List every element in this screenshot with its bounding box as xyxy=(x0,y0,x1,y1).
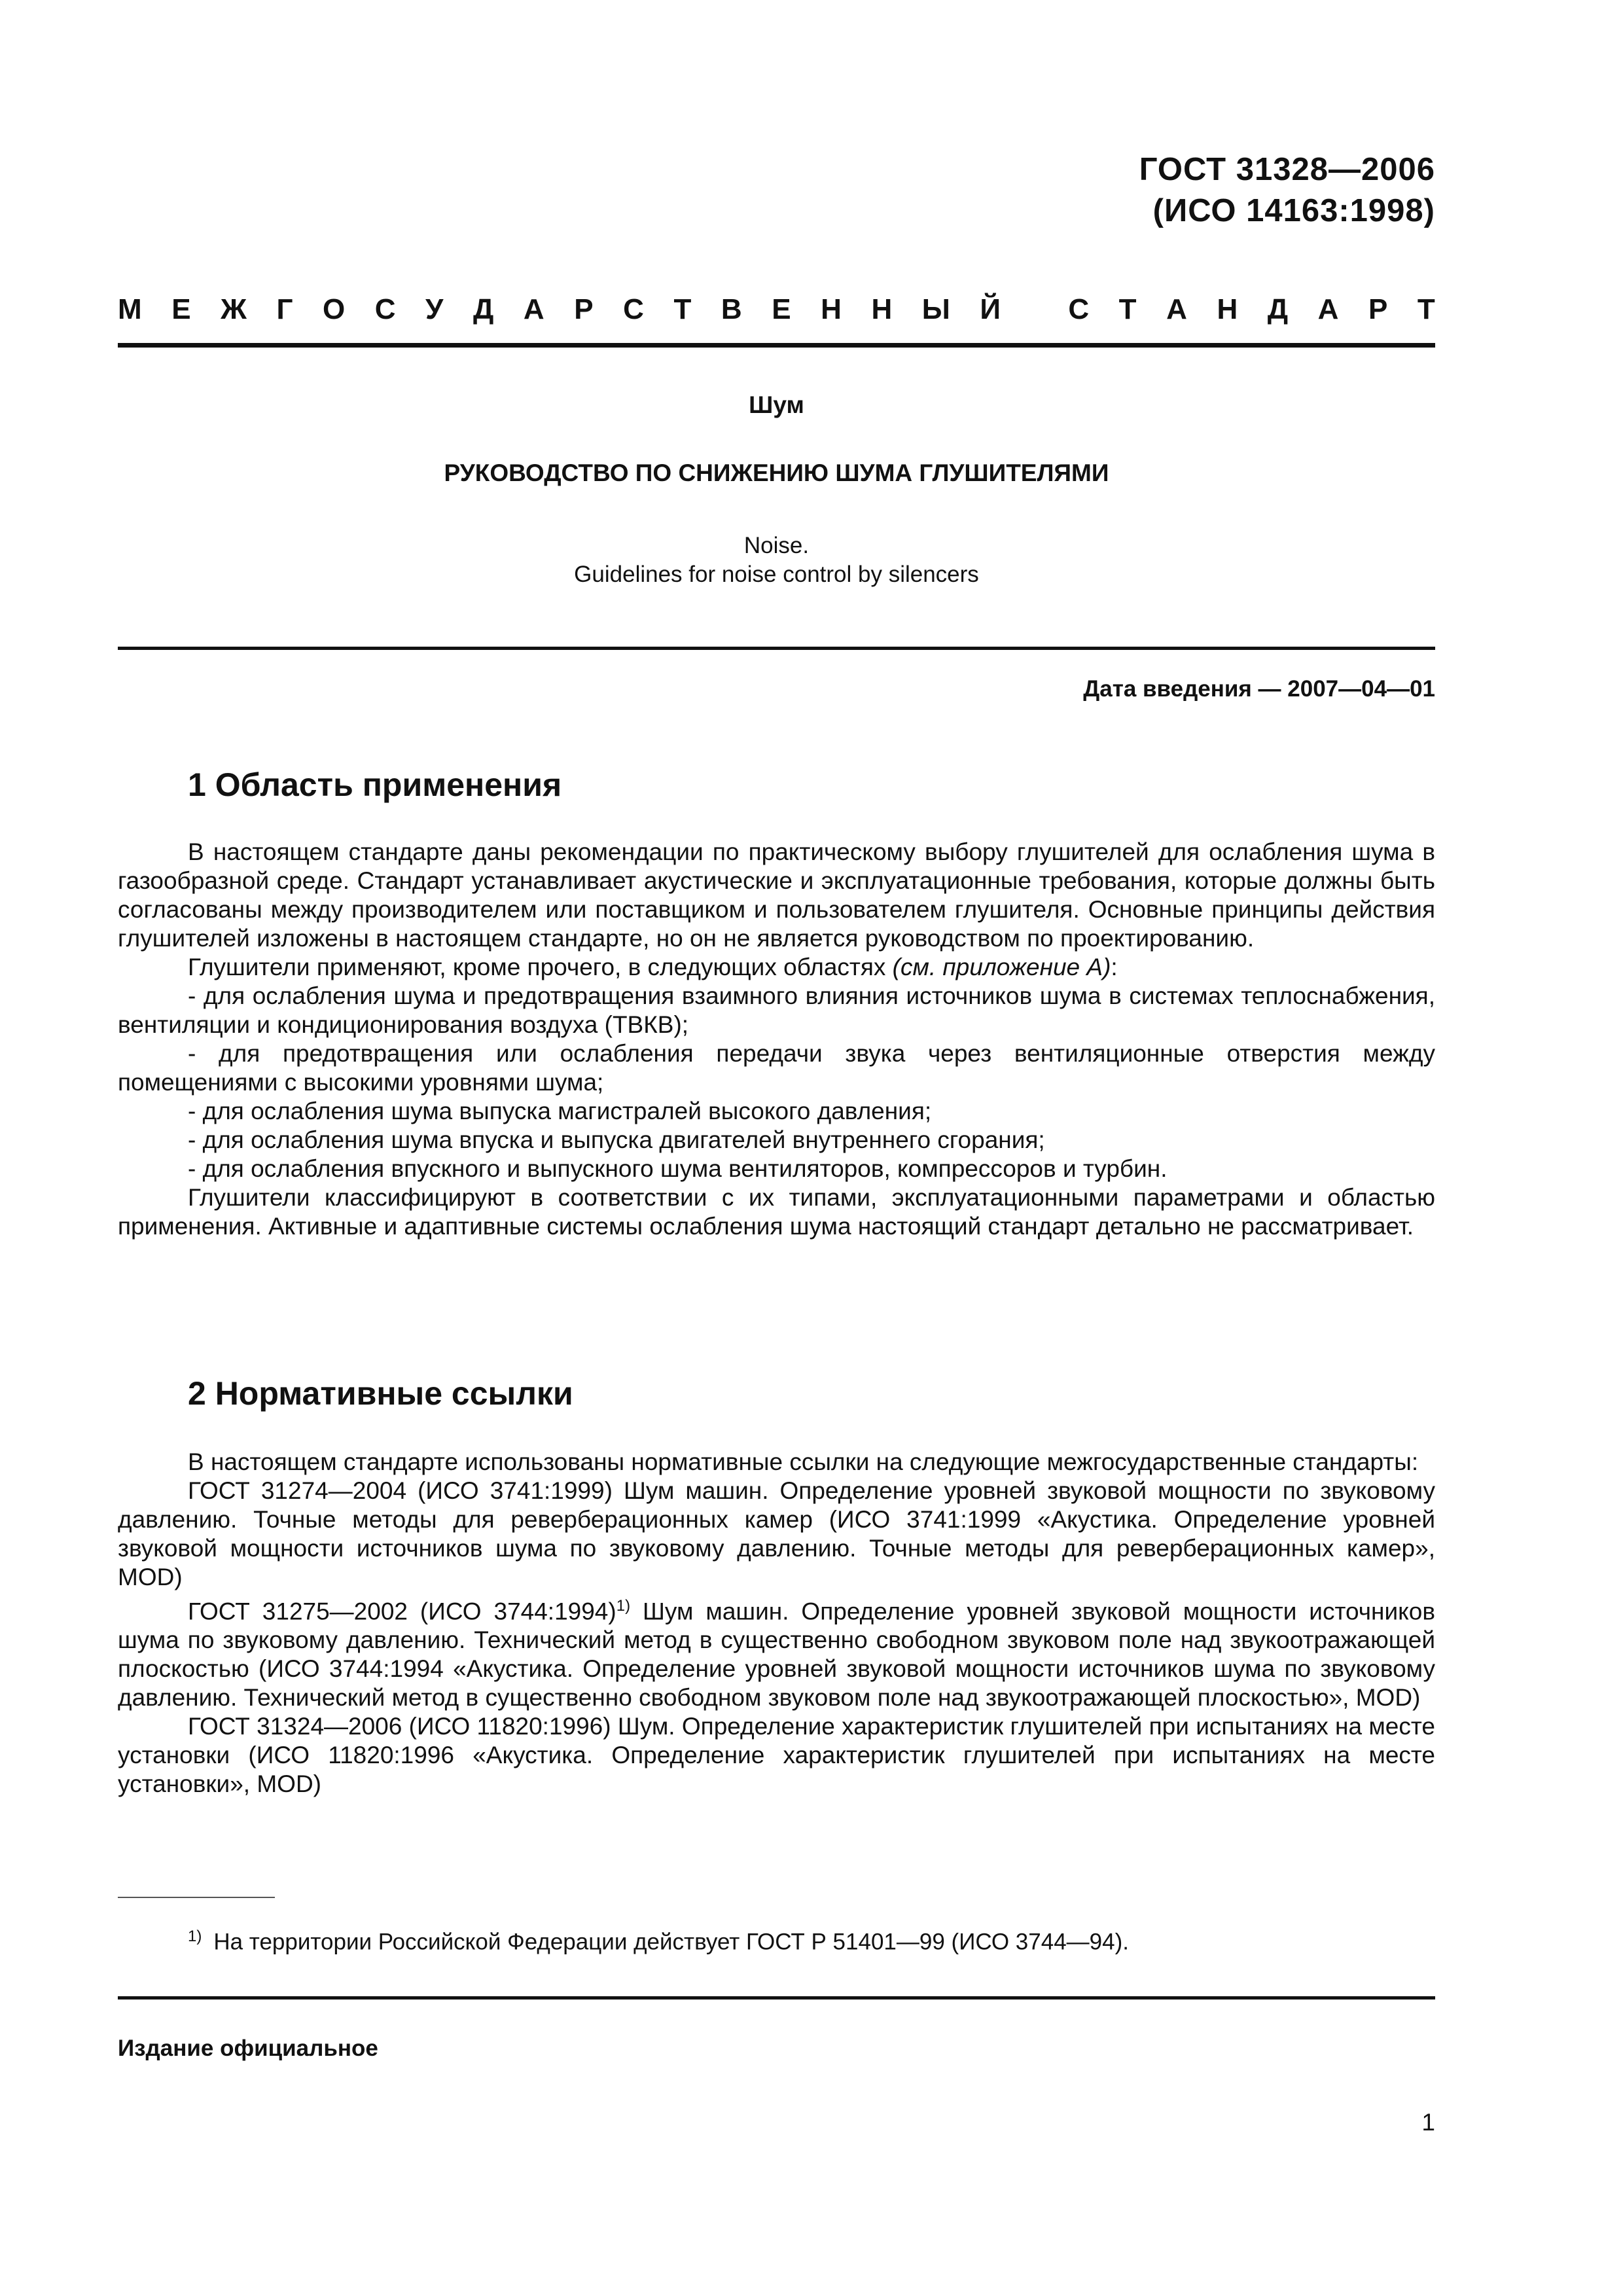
reference-gost-31274: ГОСТ 31274—2004 (ИСО 3741:1999) Шум машин. Определение уровней звуковой мощности по звуковому давлению. Точные методы для реверберационных камер (ИСО 3741:1999 «Акустика. Определение уровней звуковой мощности источников шума по звуковому давлению. Точные методы для реверберационных камер», MOD) xyxy=(118,1477,1435,1590)
section-1-paragraph-1: В настоящем стандарте даны рекомендации по практическому выбору глушителей для ослабления шума в газообразной среде. Стандарт устанавливает акустические и эксплуатационные требования, которые должны быть согласованы между производителем или поставщиком и пользователем глушителя. Основные принципы действия глушителей изложены в настоящем стандарте, но он не является руководством по проектированию. xyxy=(118,838,1435,952)
banner-letter: О xyxy=(322,293,346,325)
p2-colon: : xyxy=(1111,954,1118,980)
official-edition-label: Издание официальное xyxy=(118,2036,378,2061)
introduction-date: Дата введения — 2007—04—01 xyxy=(1083,676,1435,702)
section-1-paragraph-3: Глушители классифицируют в соответствии с их типами, эксплуатационными параметрами и областью применения. Активные и адаптивные системы ослабления шума настоящий стандарт детально не рассматривает. xyxy=(118,1184,1435,1240)
banner-letter: Т xyxy=(1118,293,1137,325)
document-title-ru: РУКОВОДСТВО ПО СНИЖЕНИЮ ШУМА ГЛУШИТЕЛЯМИ xyxy=(444,459,1109,486)
banner-letter: В xyxy=(721,293,742,325)
list-item: - для ослабления впускного и выпускного шума вентиляторов, компрессоров и турбин. xyxy=(188,1155,1168,1182)
section-2-heading xyxy=(188,1374,573,1412)
banner-letter: Е xyxy=(171,293,191,325)
banner-letter: А xyxy=(1317,293,1339,325)
header-rule xyxy=(118,343,1435,348)
banner-letter: Т xyxy=(1417,293,1435,325)
banner-letter: С xyxy=(1068,293,1090,325)
section-1-title: 1 Область применения xyxy=(188,766,562,803)
banner-letter: Д xyxy=(473,293,494,325)
banner-letter: А xyxy=(523,293,544,325)
footnote-separator xyxy=(118,1897,275,1898)
interstate-standard-banner xyxy=(118,293,1435,326)
section-2-title: 2 Нормативные ссылки xyxy=(188,1375,573,1412)
annex-reference: (см. приложение А) xyxy=(892,954,1111,980)
list-item: - для ослабления шума выпуска магистралей высокого давления; xyxy=(188,1098,932,1124)
footer-rule xyxy=(118,1996,1435,2000)
footnote-text: На территории Российской Федерации действует ГОСТ Р 51401—99 (ИСО 3744—94). xyxy=(213,1929,1129,1955)
banner-letter: У xyxy=(425,293,444,325)
banner-letter: Н xyxy=(871,293,893,325)
list-item: - для предотвращения или ослабления передачи звука через вентиляционные отверстия между помещениями с высокими уровнями шума; xyxy=(118,1040,1435,1096)
banner-letter: С xyxy=(374,293,396,325)
reference-gost-31324: ГОСТ 31324—2006 (ИСО 11820:1996) Шум. Определение характеристик глушителей при испытаниях на месте установки (ИСО 11820:1996 «Акустика. Определение характеристик глушителей при испытаниях на месте установки», MOD) xyxy=(118,1713,1435,1798)
section-2-paragraph-1: В настоящем стандарте использованы нормативные ссылки на следующие межгосударственные стандарты: xyxy=(188,1448,1419,1475)
banner-letter: Р xyxy=(574,293,594,325)
p2-text: Глушители применяют, кроме прочего, в следующих областях xyxy=(188,954,893,980)
ref2-designation: ГОСТ 31275—2002 (ИСО 3744:1994) xyxy=(188,1598,616,1625)
footnote-marker: 1) xyxy=(616,1597,631,1615)
subject-title: Шум xyxy=(749,391,804,418)
section-2-body xyxy=(118,1448,1435,1799)
banner-letter: М xyxy=(118,293,142,325)
banner-letter: С xyxy=(623,293,644,325)
ref2-text: Шум машин. Определение уровней звуковой мощности источников шума по звуковому давлению. Технический метод в существенно свободном звуковом поле над звукоотражающей плоскостью (ИСО 3744:1994 «Акустика. Определение уровней звуковой мощности источников шума по звуковому давлению. Технический метод в существенно свободном звуковом поле над звукоотражающей плоскостью», MOD) xyxy=(118,1598,1435,1712)
footnote xyxy=(188,1928,1129,1956)
iso-number: (ИСО 14163:1998) xyxy=(1152,193,1435,228)
banner-gap xyxy=(1031,293,1039,326)
gost-number: ГОСТ 31328—2006 xyxy=(1139,152,1435,187)
standard-designation xyxy=(1139,149,1435,232)
banner-letter: Н xyxy=(1217,293,1238,325)
banner-letter: Й xyxy=(980,293,1001,325)
list-item: - для ослабления шума впуска и выпуска двигателей внутреннего сгорания; xyxy=(188,1126,1045,1153)
banner-letter: Д xyxy=(1267,293,1289,325)
title-en-line2: Guidelines for noise control by silencers xyxy=(574,562,979,587)
list-item: - для ослабления шума и предотвращения взаимного влияния источников шума в системах теплоснабжения, вентиляции и кондиционирования воздуха (ТВКВ); xyxy=(118,982,1435,1038)
title-rule xyxy=(118,647,1435,650)
banner-letter: Ы xyxy=(921,293,950,325)
page-number: 1 xyxy=(1421,2109,1435,2136)
section-1-paragraph-2 xyxy=(118,953,1435,982)
document-title-en xyxy=(118,531,1435,589)
reference-gost-31275 xyxy=(118,1592,1435,1712)
banner-letter: Н xyxy=(821,293,842,325)
banner-letter: Ж xyxy=(221,293,247,325)
title-en-line1: Noise. xyxy=(743,533,810,558)
banner-letter: Р xyxy=(1368,293,1388,325)
banner-letter: Е xyxy=(772,293,791,325)
banner-letter: Г xyxy=(276,293,293,325)
footnote-mark: 1) xyxy=(188,1928,202,1945)
section-1-heading xyxy=(188,766,562,804)
banner-letter: Т xyxy=(673,293,692,325)
banner-letter: А xyxy=(1166,293,1187,325)
section-1-body xyxy=(118,838,1435,1241)
